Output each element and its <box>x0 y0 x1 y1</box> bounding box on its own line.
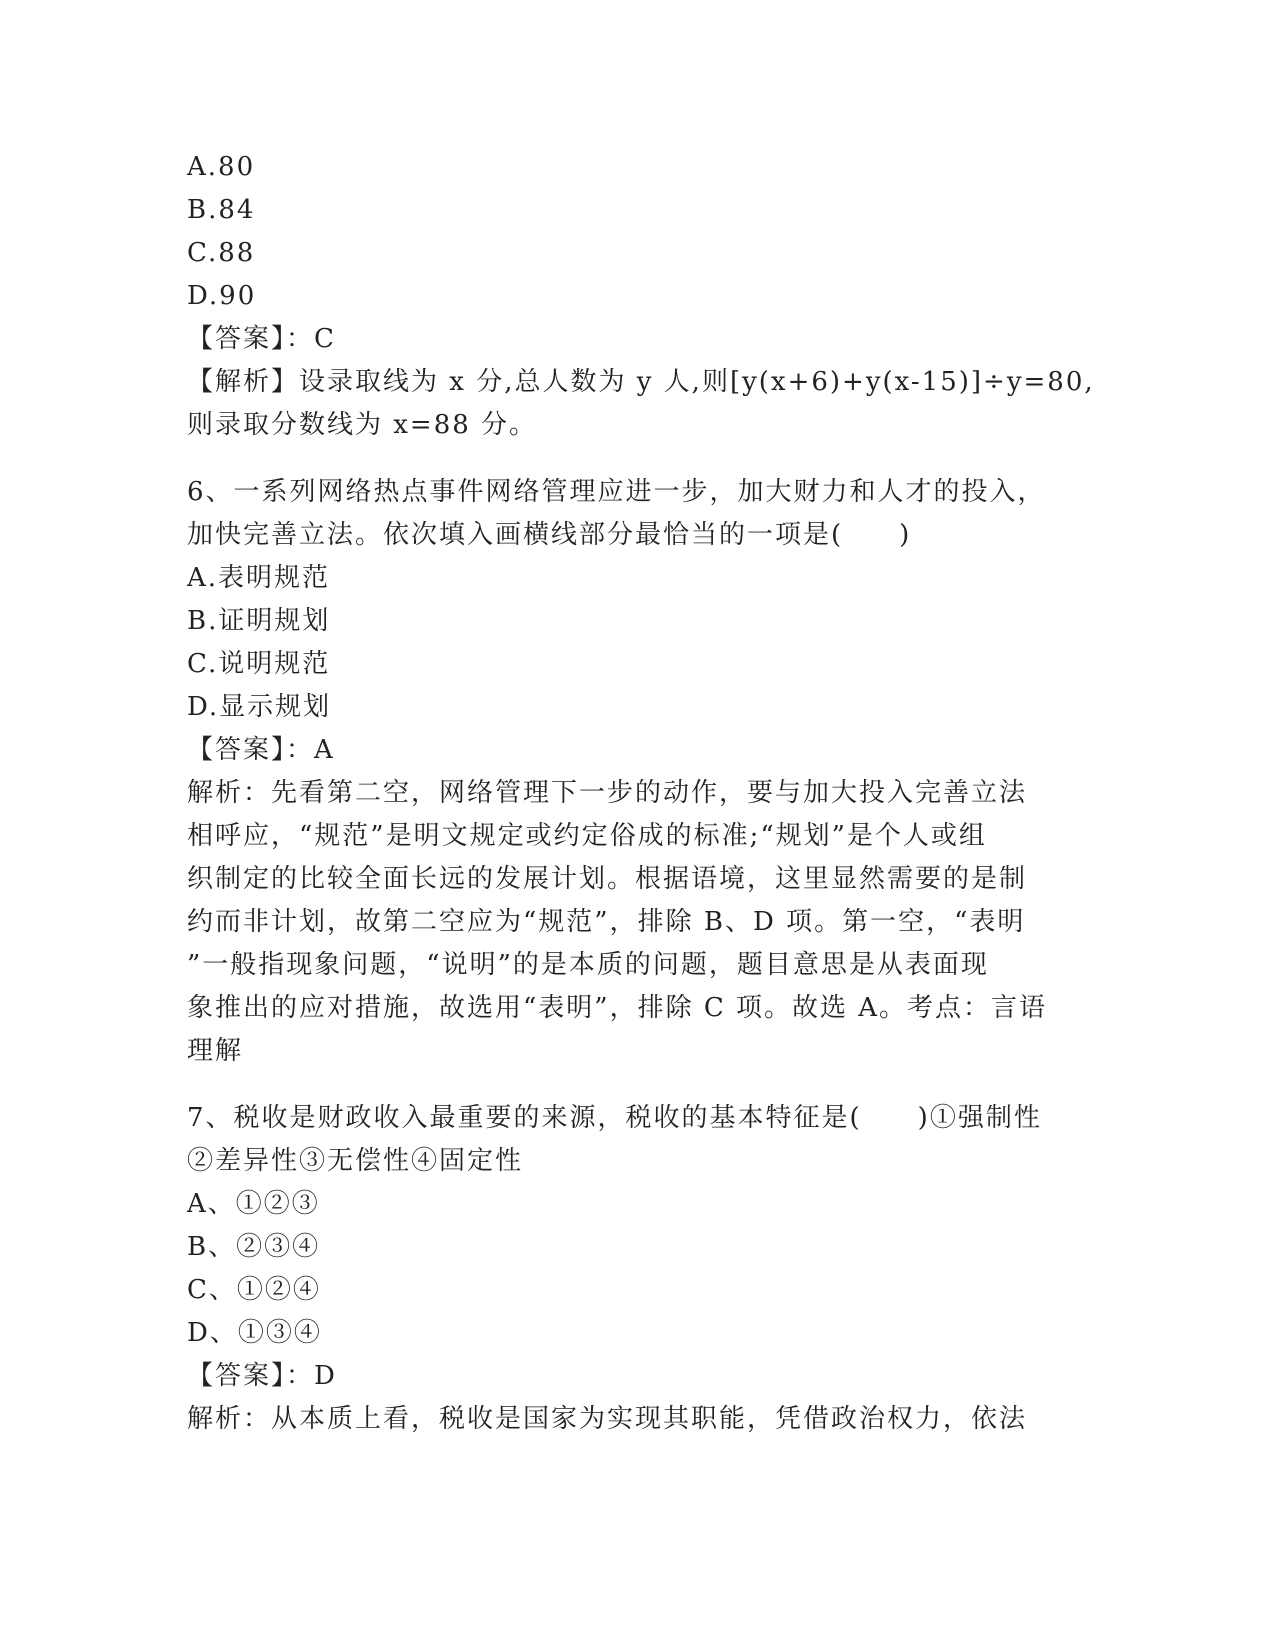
q7-analysis-line: 解析：从本质上看，税收是国家为实现其职能，凭借政治权力，依法 <box>187 1404 1028 1434</box>
q7-option-c: C、①②④ <box>187 1275 321 1305</box>
q6-answer: 【答案】：A <box>187 735 335 765</box>
q6-option-a: A.表明规范 <box>187 563 331 593</box>
q5-option-a: A.80 <box>187 152 256 182</box>
q6-analysis-line: 相呼应，“规范”是明文规定或约定俗成的标准;“规划”是个人或组 <box>187 821 987 851</box>
q6-analysis-line: 织制定的比较全面长远的发展计划。根据语境，这里显然需要的是制 <box>187 864 1028 894</box>
q5-analysis-line: 【解析】设录取线为 x 分,总人数为 y 人,则[y(x+6)+y(x-15)]÷y=80, <box>187 367 1095 397</box>
q5-analysis-line: 则录取分数线为 x=88 分。 <box>187 410 538 440</box>
q5-option-d: D.90 <box>187 281 257 311</box>
q5-answer: 【答案】：C <box>187 324 336 354</box>
spacer <box>187 1073 1087 1097</box>
q7-answer: 【答案】：D <box>187 1361 337 1391</box>
question-5-block <box>187 146 1095 447</box>
q5-option-c: C.88 <box>187 238 256 268</box>
spacer <box>187 447 1087 471</box>
q7-question-line: ②差异性③无偿性④固定性 <box>187 1146 524 1176</box>
q7-question-line: 7、税收是财政收入最重要的来源，税收的基本特征是( )①强制性 <box>187 1103 1042 1133</box>
q6-analysis-line: 象推出的应对措施，故选用“表明”，排除 C 项。故选 A。考点：言语 <box>187 993 1048 1023</box>
q6-analysis-line: ”一般指现象问题，“说明”的是本质的问题，题目意思是从表面现 <box>187 950 989 980</box>
q7-option-a: A、①②③ <box>187 1189 320 1219</box>
q6-analysis-line: 解析：先看第二空，网络管理下一步的动作，要与加大投入完善立法 <box>187 778 1028 808</box>
q6-option-b: B.证明规划 <box>187 606 331 636</box>
question-6-block <box>187 471 1087 1073</box>
q7-option-d: D、①③④ <box>187 1318 322 1348</box>
q6-question-line: 6、一系列网络热点事件网络管理应进一步，加大财力和人才的投入， <box>187 477 1046 507</box>
q6-analysis-line: 约而非计划，故第二空应为“规范”，排除 B、D 项。第一空，“表明 <box>187 907 1026 937</box>
question-7-block <box>187 1097 1087 1441</box>
q6-option-c: C.说明规范 <box>187 649 331 679</box>
q6-analysis-line: 理解 <box>187 1036 244 1066</box>
q6-option-d: D.显示规划 <box>187 692 332 722</box>
q7-option-b: B、②③④ <box>187 1232 321 1262</box>
q6-question-line: 加快完善立法。依次填入画横线部分最恰当的一项是( ) <box>187 520 912 550</box>
document-page <box>187 146 1095 1441</box>
q5-option-b: B.84 <box>187 195 256 225</box>
